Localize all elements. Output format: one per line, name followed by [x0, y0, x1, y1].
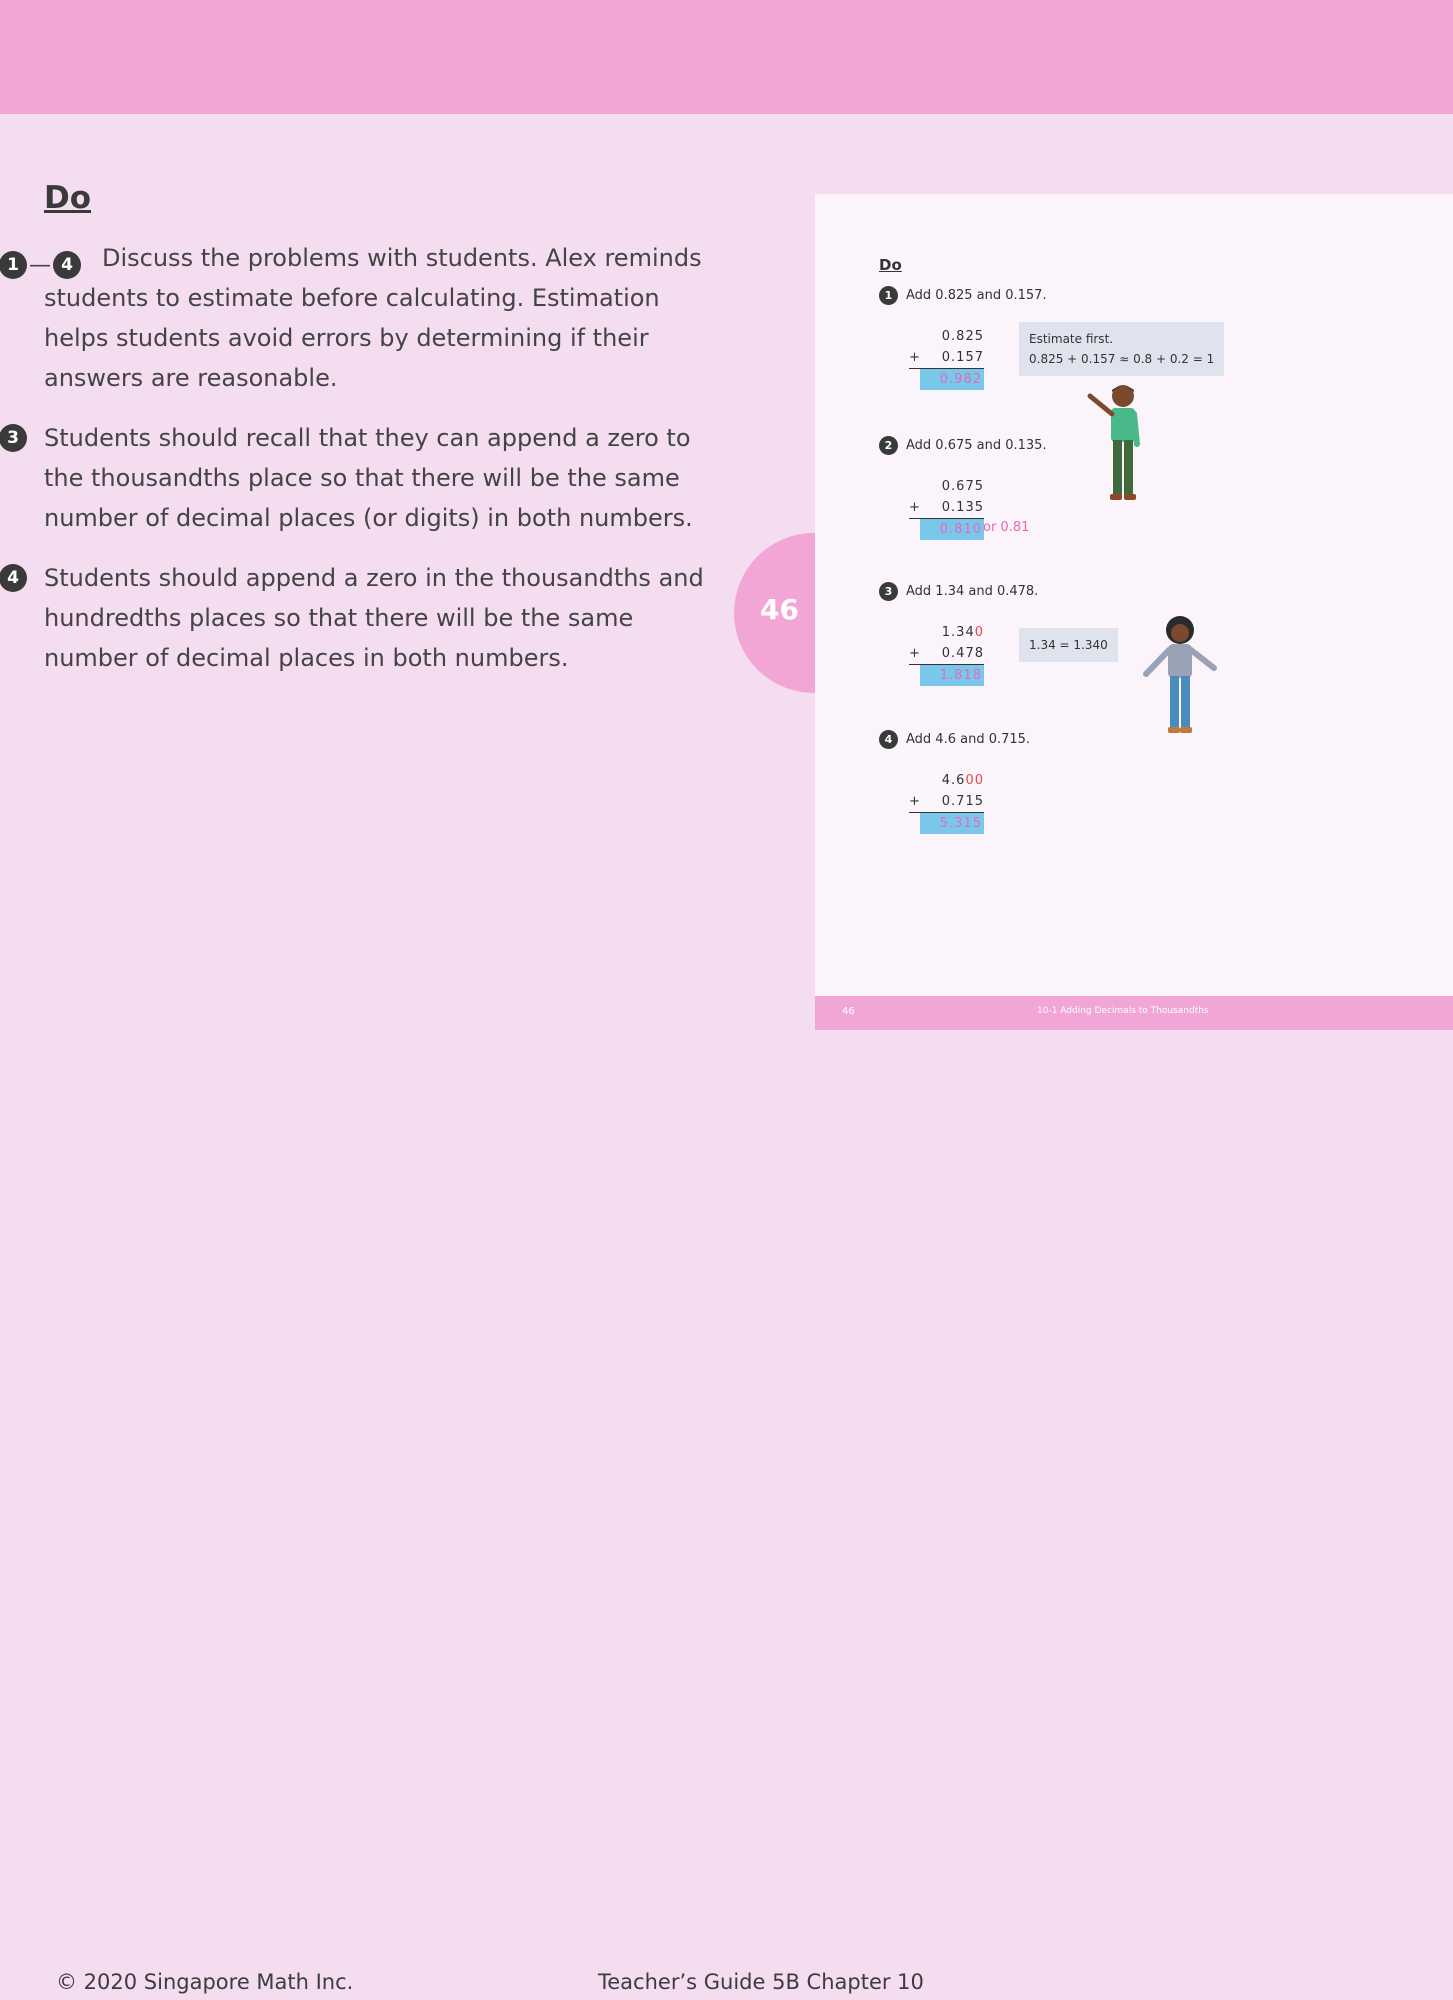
number-circle-icon: 2: [879, 436, 898, 455]
question-1: 1 Add 0.825 and 0.157.: [879, 286, 1047, 305]
answer-box: 5.315: [920, 813, 984, 834]
student-page-footer: [815, 996, 1453, 1030]
student-page-thumbnail: [815, 194, 1453, 1030]
calculation-2: 0.675 + 0.135 0.810: [909, 476, 984, 540]
note-text: Discuss the problems with students. Alex reminds students to estimate before calculating. Estimation helps students avoid errors by determining if their answers are reasonable.: [44, 244, 702, 392]
answer-box: 0.982: [920, 369, 984, 390]
calculation-4: 4.600 + 0.715 5.315: [909, 770, 984, 834]
number-circle-icon: 4: [0, 564, 27, 592]
number-circle-icon: 1: [879, 286, 898, 305]
number-circle-icon: 3: [0, 424, 27, 452]
note-number-range: 1 — 4: [0, 244, 81, 286]
alternate-answer: or 0.81: [983, 520, 1030, 535]
teacher-notes: [7, 180, 724, 698]
student-character-figure: [1140, 614, 1220, 744]
thought-bubble: 1.34 = 1.340: [1019, 628, 1118, 662]
guide-chapter-footer: Teacher’s Guide 5B Chapter 10: [598, 1970, 924, 1994]
alex-character-figure: [1085, 382, 1155, 512]
note-text: Students should recall that they can append a zero to the thousandths place so that there will be the same number of decimal places (or digits) in both numbers.: [44, 424, 693, 532]
calculation-3: 1.340 + 0.478 1.818: [909, 622, 984, 686]
note-1-4: [7, 238, 724, 398]
question-4: 4 Add 4.6 and 0.715.: [879, 730, 1030, 749]
number-circle-icon: 3: [879, 582, 898, 601]
calculation-1: 0.825 + 0.157 0.982: [909, 326, 984, 390]
top-color-band: [0, 0, 1453, 114]
speech-bubble: Estimate first. 0.825 + 0.157 ≈ 0.8 + 0.2 = 1: [1019, 322, 1224, 376]
copyright-footer: © 2020 Singapore Math Inc.: [56, 1970, 354, 1994]
number-circle-icon: 1: [0, 251, 27, 279]
note-text: Students should append a zero in the thousandths and hundredths places so that there will be the same number of decimal places in both numbers.: [44, 564, 704, 672]
question-2: 2 Add 0.675 and 0.135.: [879, 436, 1047, 455]
number-circle-icon: 4: [879, 730, 898, 749]
question-3: 3 Add 1.34 and 0.478.: [879, 582, 1038, 601]
number-circle-icon: 4: [53, 251, 81, 279]
page-number-label: 46: [760, 593, 799, 626]
student-page-heading: Do: [879, 256, 902, 274]
note-4: [7, 558, 724, 678]
answer-box: 1.818: [920, 665, 984, 686]
answer-box: 0.810: [920, 519, 984, 540]
student-page-lesson-title: 10-1 Adding Decimals to Thousandths: [1037, 1006, 1209, 1016]
notes-heading: Do: [44, 180, 92, 216]
note-3: [7, 418, 724, 538]
student-page-number: 46: [842, 1006, 855, 1017]
